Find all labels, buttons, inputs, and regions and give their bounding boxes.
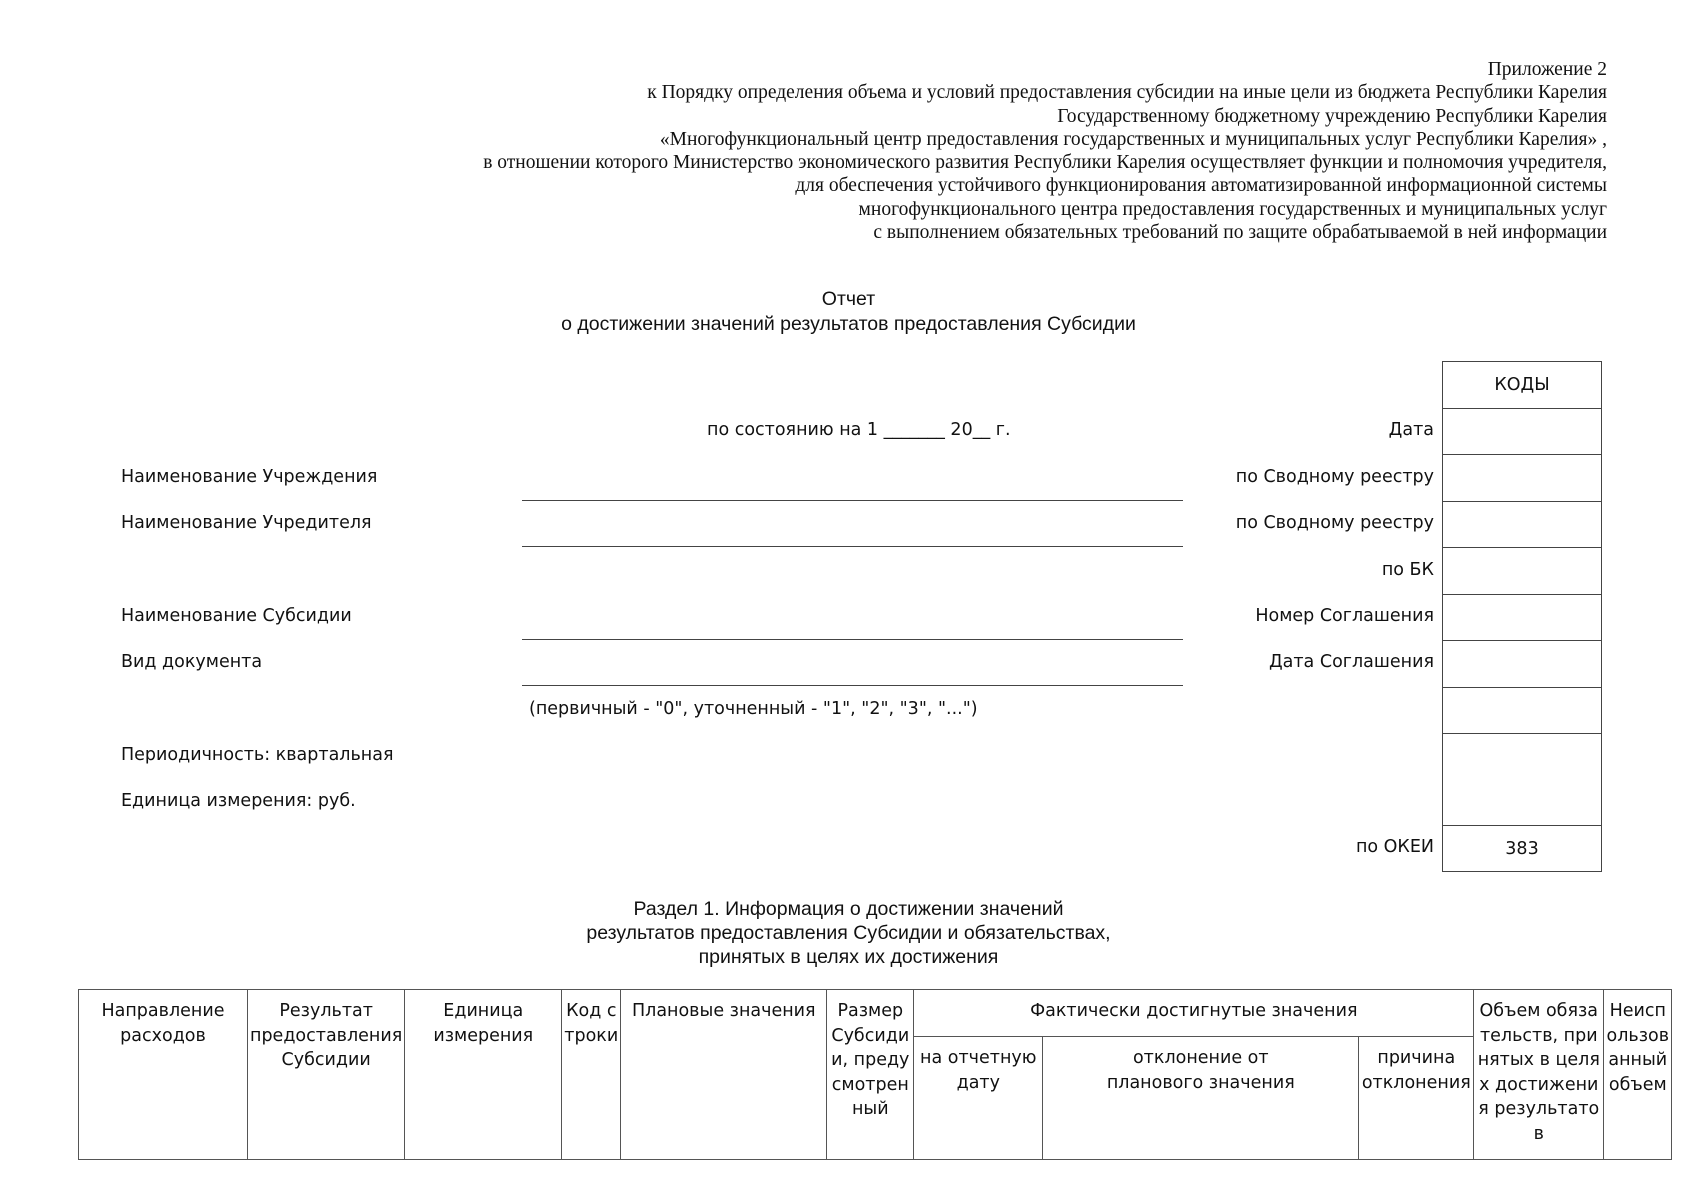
code-label-date: Дата [1388,420,1434,440]
appendix-line: Приложение 2 [1487,59,1607,80]
codes-box [1442,361,1602,872]
col-reason: причина отклонения [1359,1037,1474,1160]
col-planned: Плановые значения [621,990,827,1160]
col-unit: Единица измерения [405,990,562,1160]
code-cell-doc-type [1443,687,1601,733]
col-line-code: Код строки [562,990,621,1160]
col-direction: Направление расходов [79,990,248,1160]
report-subtitle: о достижении значений результатов предоставления Субсидии [561,313,1136,335]
col-on-date: на отчетную дату [914,1037,1043,1160]
code-cell-okei: 383 [1443,825,1601,871]
founder-underline [522,546,1183,547]
report-title: Отчет [821,288,876,310]
subsidy-label: Наименование Субсидии [121,606,352,626]
appendix-line: многофункционального центра предоставления государственных и муниципальных услуг [858,198,1607,220]
doc-type-underline [522,685,1183,686]
code-cell-agreement-number [1443,594,1601,640]
col-obligations: Объем обязательств, принятых в целях достижения результатов [1474,990,1604,1160]
institution-label: Наименование Учреждения [121,467,378,487]
unit-label: Единица измерения: руб. [121,791,356,811]
appendix-line: в отношении которого Министерство экономического развития Республики Карелия осуществляет функции и полномочия учредителя, [483,152,1607,174]
section-title-line: принятых в целях их достижения [698,946,999,968]
subsidy-underline [522,639,1183,640]
col-result: Результат предоставления Субсидии [248,990,405,1160]
results-table [78,989,1672,1160]
institution-underline [522,500,1183,501]
appendix-line: для обеспечения устойчивого функционирования автоматизированной информационной системы [795,175,1607,197]
appendix-line: «Многофункциональный центр предоставления государственных и муниципальных услуг Республики Карелия» , [659,128,1607,150]
code-cell-registry [1443,501,1601,547]
code-label-agreement-number: Номер Соглашения [1255,606,1434,626]
code-label-bk: по БК [1381,560,1434,580]
appendix-line: Государственному бюджетному учреждению Республики Карелия [1057,105,1607,127]
as-of-date: по состоянию на 1 _______ 20__ г. [707,420,1011,440]
code-cell-date [1443,408,1601,454]
col-unused: Неиспользованный объем [1604,990,1672,1160]
doc-type-hint: (первичный - "0", уточненный - "1", "2", "3", "...") [529,699,978,719]
code-cell-registry [1443,454,1601,501]
founder-label: Наименование Учредителя [121,513,372,533]
code-label-okei: по ОКЕИ [1355,837,1434,857]
col-subsidy-size: Размер Субсидии, предусмотренный [827,990,914,1160]
periodicity-label: Периодичность: квартальная [121,745,394,765]
code-label-agreement-date: Дата Соглашения [1268,652,1434,672]
codes-header: КОДЫ [1494,375,1550,395]
col-deviation: отклонение от планового значения [1043,1037,1359,1160]
col-actual-values: Фактически достигнутые значения [914,990,1474,1037]
section-title-line: Раздел 1. Информация о достижении значений [633,898,1064,920]
section-title-line: результатов предоставления Субсидии и обязательствах, [586,922,1111,944]
appendix-line: к Порядку определения объема и условий предоставления субсидии на иные цели из бюджета Республики Карелия [647,82,1607,104]
code-cell-periodicity [1443,733,1601,825]
appendix-header [483,58,1607,244]
code-cell-agreement-date [1443,640,1601,687]
doc-type-label: Вид документа [121,652,263,672]
code-label-registry: по Сводному реестру [1235,467,1434,487]
code-label-registry: по Сводному реестру [1235,513,1434,533]
code-cell-bk [1443,547,1601,594]
appendix-line: с выполнением обязательных требований по защите обрабатываемой в ней информации [873,222,1607,244]
